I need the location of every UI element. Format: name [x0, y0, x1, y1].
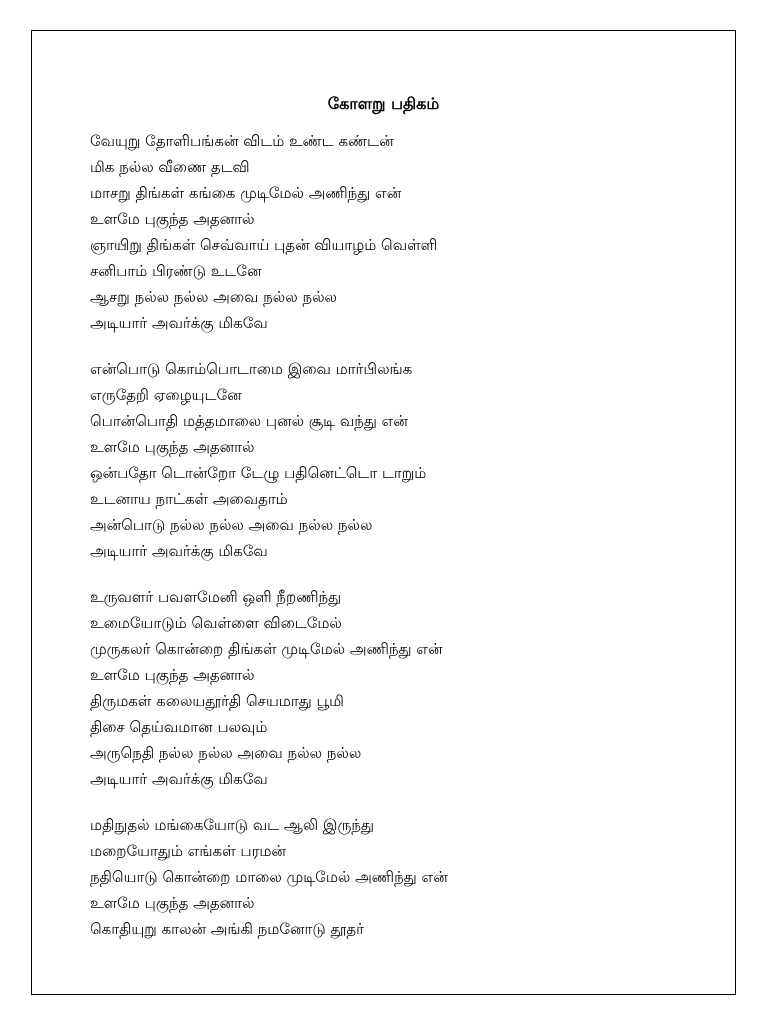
verse-line: உளமே புகுந்த அதனால் [90, 210, 255, 228]
verse-1 [90, 128, 715, 336]
verse-line: உருவளர் பவளமேனி ஒளி நீறணிந்து [90, 588, 342, 606]
page-title: கோளறு பதிகம் [327, 94, 440, 113]
verse-line: முருகலர் கொன்றை திங்கள் முடிமேல் அணிந்து என் [90, 640, 443, 658]
verse-line: சனிபாம் பிரண்டு உடனே [90, 262, 262, 280]
verse-line: திசை தெய்வமான பலவும் [90, 718, 268, 736]
verse-line: உளமே புகுந்த அதனால் [90, 666, 255, 684]
verse-3 [90, 584, 715, 792]
document-page [31, 30, 736, 995]
verse-line: அடியார் அவர்க்கு மிகவே [90, 770, 268, 788]
verse-line: நதியொடு கொன்றை மாலை முடிமேல் அணிந்து என் [90, 868, 448, 886]
verse-line: உடனாய நாட்கள் அவைதாம் [90, 490, 288, 508]
verse-line: உளமே புகுந்த அதனால் [90, 438, 255, 456]
verse-line: கொதியுறு காலன் அங்கி நமனோடு தூதர் [90, 920, 364, 938]
verse-line: உளமே புகுந்த அதனால் [90, 894, 255, 912]
verse-line: அடியார் அவர்க்கு மிகவே [90, 542, 268, 560]
verse-line: உமையோடும் வெள்ளை விடைமேல் [90, 614, 342, 632]
verse-line: மதிநுதல் மங்கையோடு வட ஆலி இருந்து [90, 816, 375, 834]
verse-line: மாசறு திங்கள் கங்கை முடிமேல் அணிந்து என் [90, 184, 402, 202]
verse-line: ஞாயிறு திங்கள் செவ்வாய் புதன் வியாழம் வெள்ளி [90, 236, 438, 254]
verse-line: ஒன்பதோ டொன்றோ டேழு பதினெட்டொ டாறும் [90, 464, 427, 482]
verse-line: வேயுறு தோளிபங்கன் விடம் உண்ட கண்டன் [90, 132, 394, 150]
verse-line: மிக நல்ல வீணை தடவி [90, 158, 250, 176]
verse-line: திருமகள் கலையதூர்தி செயமாது பூமி [90, 692, 344, 710]
verse-line: எருதேறி ஏழையுடனே [90, 386, 242, 404]
verse-line: ஆசறு நல்ல நல்ல அவை நல்ல நல்ல [90, 288, 337, 306]
verses-container [90, 128, 715, 962]
verse-line: அடியார் அவர்க்கு மிகவே [90, 314, 268, 332]
verse-line: மறையோதும் எங்கள் பரமன் [90, 842, 286, 860]
verse-line: பொன்பொதி மத்தமாலை புனல் சூடி வந்து என் [90, 412, 408, 430]
verse-line: அன்பொடு நல்ல நல்ல அவை நல்ல நல்ல [90, 516, 373, 534]
verse-line: என்பொடு கொம்பொடாமை இவை மார்பிலங்க [90, 360, 413, 378]
verse-2 [90, 356, 715, 564]
verse-4 [90, 812, 715, 942]
verse-line: அருநெதி நல்ல நல்ல அவை நல்ல நல்ல [90, 744, 362, 762]
